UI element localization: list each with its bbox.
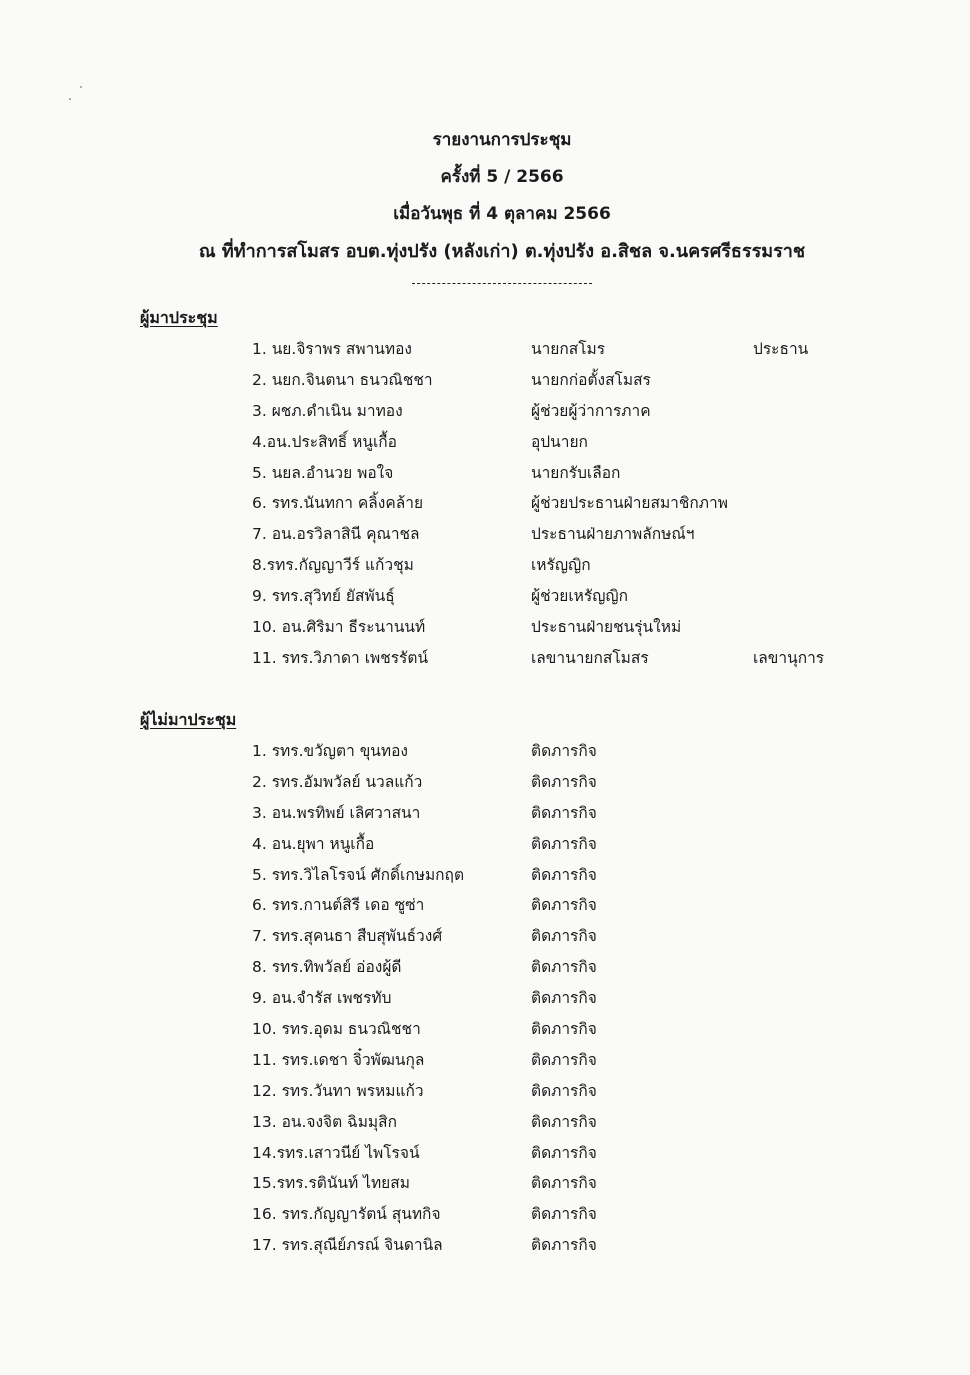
attendee-row <box>0 365 970 396</box>
meeting-venue: ณ ที่ทำการสโมสร อบต.ทุ่งปรัง (หลังเก่า) ต.ทุ่งปรัง อ.สิชล จ.นครศรีธรรมราช <box>198 241 806 262</box>
absentee-row <box>0 921 970 952</box>
absentee-reason: ติดภารกิจ <box>531 1020 597 1039</box>
absentee-name: 10. รทร.อุดม ธนวณิชชา <box>252 1020 421 1039</box>
meeting-session: ครั้งที่ 5 / 2566 <box>440 167 564 187</box>
absentee-reason: ติดภารกิจ <box>531 1112 597 1131</box>
attendees-heading: ผู้มาประชุม <box>140 308 218 327</box>
absentee-reason: ติดภารกิจ <box>531 958 597 977</box>
absentee-row <box>0 1014 970 1045</box>
absentee-row <box>0 860 970 891</box>
absentee-name: 17. รทร.สุณีย์ภรณ์ จินดานิล <box>252 1236 443 1255</box>
attendee-position: เลขานายกสโมสร <box>531 648 649 667</box>
meeting-date: เมื่อวันพุธ ที่ 4 ตุลาคม 2566 <box>393 204 611 224</box>
attendee-name: 9. รทร.สุวิทย์ ยัสพันธุ์ <box>252 587 395 606</box>
paper-speck <box>69 98 71 100</box>
attendee-row <box>0 458 970 489</box>
absentee-name: 11. รทร.เดชา จิ๋วพัฒนกุล <box>252 1050 425 1069</box>
absentee-name: 13. อน.จงจิต ฉิมมุสิก <box>252 1112 397 1131</box>
absentee-reason: ติดภารกิจ <box>531 865 597 884</box>
absentee-name: 16. รทร.กัญญารัตน์ สุนทกิจ <box>252 1205 441 1224</box>
attendee-position: ผู้ช่วยประธานฝ่ายสมาชิกภาพ <box>531 494 728 513</box>
absentee-name: 5. รทร.วิไลโรจน์ ศักดิ์เกษมกฤต <box>252 865 465 884</box>
absentee-reason: ติดภารกิจ <box>531 1174 597 1193</box>
attendee-row <box>0 550 970 581</box>
absentee-reason: ติดภารกิจ <box>531 1205 597 1224</box>
absentee-name: 12. รทร.วันทา พรหมแก้ว <box>252 1081 424 1100</box>
absentee-name: 1. รทร.ขวัญตา ขุนทอง <box>252 742 408 760</box>
absentee-name: 2. รทร.อัมพวัลย์ นวลแก้ว <box>252 772 423 791</box>
attendee-position: นายกก่อตั้งสโมสร <box>531 370 651 389</box>
attendee-name: 2. นยก.จินตนา ธนวณิชชา <box>252 370 433 389</box>
absentee-reason: ติดภารกิจ <box>531 1050 597 1069</box>
absentee-name: 15.รทร.รตินันท์ ไทยสม <box>252 1174 410 1193</box>
absentee-reason: ติดภารกิจ <box>531 742 597 760</box>
attendees-list <box>0 334 970 674</box>
absentee-row <box>0 952 970 983</box>
absentee-name: 4. อน.ยุพา หนูเกื้อ <box>252 834 375 853</box>
absentee-row <box>0 1138 970 1169</box>
attendee-position: ผู้ช่วยผู้ว่าการภาค <box>531 401 651 420</box>
attendee-row <box>0 427 970 458</box>
absentee-reason: ติดภารกิจ <box>531 927 597 946</box>
attendee-position: ประธานฝ่ายชนรุ่นใหม่ <box>531 618 682 637</box>
absentee-row <box>0 890 970 921</box>
absentee-row <box>0 798 970 829</box>
absentee-row <box>0 1230 970 1261</box>
attendee-position: ประธานฝ่ายภาพลักษณ์ฯ <box>531 525 695 544</box>
absentee-reason: ติดภารกิจ <box>531 989 597 1008</box>
absentee-row <box>0 736 970 767</box>
attendee-row <box>0 488 970 519</box>
attendee-name: 10. อน.ศิริมา ธีระนานนท์ <box>252 618 426 637</box>
attendee-position: เหรัญญิก <box>531 556 591 575</box>
attendee-row <box>0 396 970 427</box>
absentee-row <box>0 767 970 798</box>
absentee-row <box>0 1168 970 1199</box>
absentee-name: 7. รทร.สุคนธา สืบสุพันธ์วงศ์ <box>252 927 443 946</box>
absentee-name: 9. อน.จำรัส เพชรทับ <box>252 989 392 1008</box>
attendee-name: 7. อน.อรวิลาสินี คุณาชล <box>252 525 420 544</box>
header-divider <box>412 283 592 284</box>
absentee-name: 8. รทร.ทิพวัลย์ อ่องผู้ดี <box>252 958 402 977</box>
absentee-row <box>0 1045 970 1076</box>
attendee-position: นายกสโมร <box>531 340 606 358</box>
absentees-heading: ผู้ไม่มาประชุม <box>140 710 237 729</box>
absentee-name: 6. รทร.กานต์สิรี เดอ ซูซ่า <box>252 896 425 915</box>
attendee-position: นายกรับเลือก <box>531 463 621 482</box>
attendee-name: 11. รทร.วิภาดา เพชรรัตน์ <box>252 648 429 667</box>
attendee-row <box>0 519 970 550</box>
absentee-row <box>0 983 970 1014</box>
attendee-position: อุปนายก <box>531 432 588 451</box>
attendee-role: ประธาน <box>753 340 809 358</box>
absentee-row <box>0 829 970 860</box>
attendee-name: 1. นย.จิราพร สพานทอง <box>252 340 412 358</box>
absentees-list <box>0 736 970 1261</box>
absentee-reason: ติดภารกิจ <box>531 896 597 915</box>
absentee-reason: ติดภารกิจ <box>531 1236 597 1255</box>
absentee-row <box>0 1107 970 1138</box>
attendee-name: 6. รทร.นันทกา คลิ้งคล้าย <box>252 494 424 513</box>
document-header <box>0 122 970 270</box>
absentee-reason: ติดภารกิจ <box>531 772 597 791</box>
absentee-name: 3. อน.พรทิพย์ เลิศวาสนา <box>252 803 421 822</box>
attendee-name: 8.รทร.กัญญาวีร์ แก้วชุม <box>252 556 414 575</box>
attendee-name: 4.อน.ประสิทธิ์ หนูเกื้อ <box>252 432 397 451</box>
attendee-row <box>0 581 970 612</box>
attendee-row <box>0 643 970 674</box>
attendee-role: เลขานุการ <box>753 648 825 667</box>
report-title: รายงานการประชุม <box>432 130 572 150</box>
absentee-name: 14.รทร.เสาวนีย์ ไพโรจน์ <box>252 1143 420 1162</box>
attendee-row <box>0 334 970 365</box>
absentee-row <box>0 1199 970 1230</box>
absentee-row <box>0 1076 970 1107</box>
absentee-reason: ติดภารกิจ <box>531 803 597 822</box>
paper-speck <box>80 86 82 88</box>
absentee-reason: ติดภารกิจ <box>531 1143 597 1162</box>
absentee-reason: ติดภารกิจ <box>531 1081 597 1100</box>
attendee-position: ผู้ช่วยเหรัญญิก <box>531 587 629 606</box>
attendee-name: 3. ผชภ.ดำเนิน มาทอง <box>252 401 403 420</box>
absentee-reason: ติดภารกิจ <box>531 834 597 853</box>
attendee-name: 5. นยล.อำนวย พอใจ <box>252 463 394 482</box>
attendee-row <box>0 612 970 643</box>
